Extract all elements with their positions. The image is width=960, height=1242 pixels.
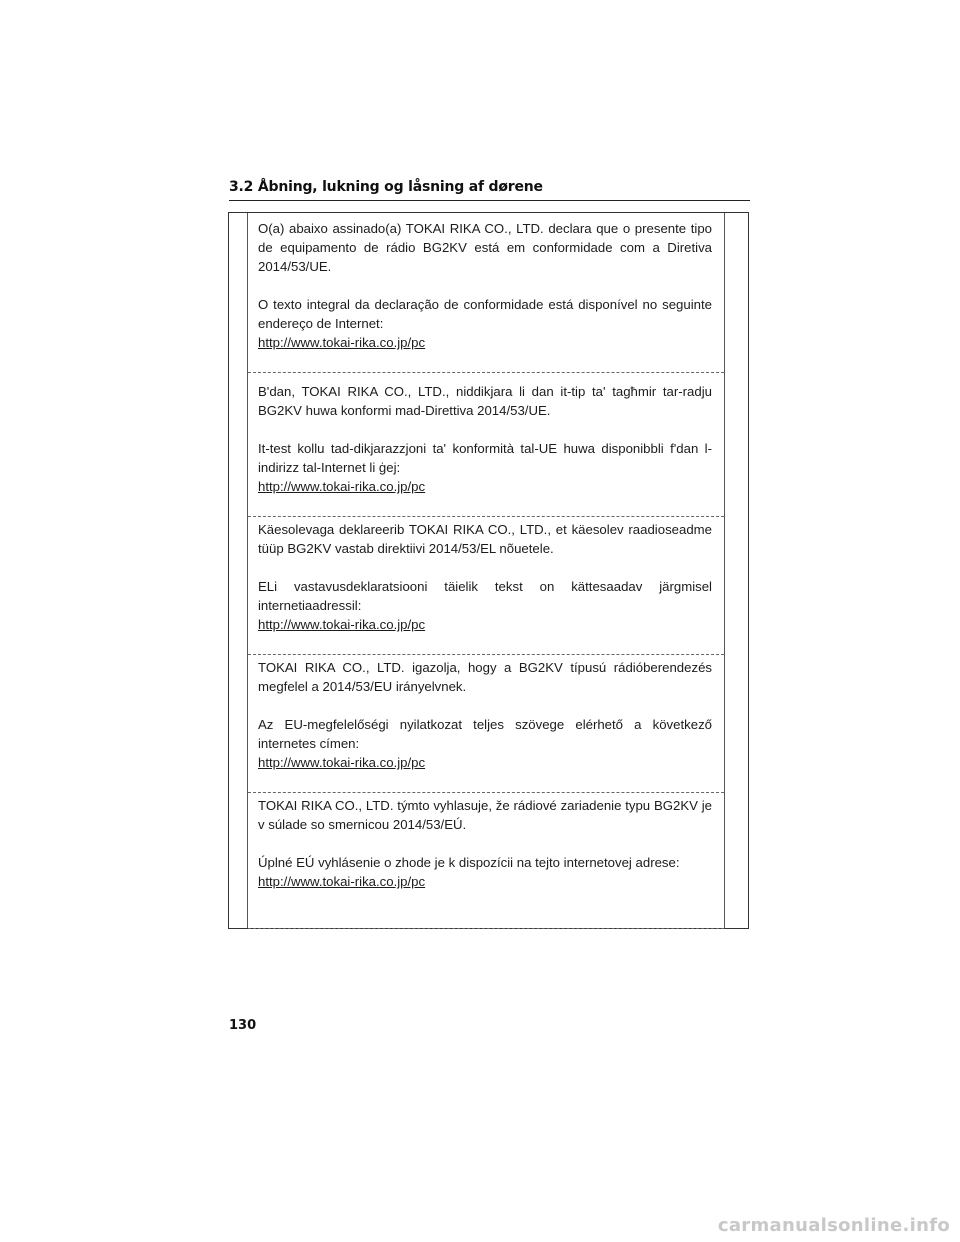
declaration-link[interactable]: http://www.tokai-rika.co.jp/pc (258, 479, 426, 494)
section-header (229, 178, 750, 201)
declaration-box (228, 212, 749, 929)
declaration-link[interactable]: http://www.tokai-rika.co.jp/pc (258, 874, 426, 889)
declaration-block-hungarian (248, 655, 724, 793)
declaration-availability: It-test kollu tad-dikjarazzjoni ta' konformità tal-UE huwa disponibbli f'dan l-indirizz tal-Internet li ġej: (258, 441, 712, 475)
declaration-statement: O(a) abaixo assinado(a) TOKAI RIKA CO., LTD. declara que o presente tipo de equipamento de rádio BG2KV está em conformidade com a Diretiva 2014/53/UE. (258, 221, 712, 274)
declaration-link[interactable]: http://www.tokai-rika.co.jp/pc (258, 617, 426, 632)
declaration-statement: TOKAI RIKA CO., LTD. týmto vyhlasuje, že rádiové zariadenie typu BG2KV je v súlade so smernicou 2014/53/EÚ. (258, 798, 712, 832)
declaration-availability: ELi vastavusdeklaratsiooni täielik tekst on kättesaadav järgmisel internetiaadressil: (258, 579, 712, 613)
declaration-availability: Az EU-megfelelőségi nyilatkozat teljes szövege elérhető a következő internetes címen: (258, 717, 712, 751)
declaration-link[interactable]: http://www.tokai-rika.co.jp/pc (258, 755, 426, 770)
declaration-availability: O texto integral da declaração de conformidade está disponível no seguinte endereço de Internet: (258, 297, 712, 331)
declaration-availability: Úplné EÚ vyhlásenie o zhode je k dispozícii na tejto internetovej adrese: (258, 855, 680, 870)
declaration-column (247, 213, 725, 928)
declaration-statement: B'dan, TOKAI RIKA CO., LTD., niddikjara li dan it-tip ta' tagħmir tar-radju BG2KV huwa konformi mad-Direttiva 2014/53/UE. (258, 384, 712, 418)
declaration-statement: Käesolevaga deklareerib TOKAI RIKA CO., LTD., et käesolev raadioseadme tüüp BG2KV vastab direktiivi 2014/53/EL nõuetele. (258, 522, 712, 556)
declaration-block-portuguese (248, 217, 724, 373)
section-title: 3.2 Åbning, lukning og låsning af dørene (229, 179, 543, 195)
declaration-link[interactable]: http://www.tokai-rika.co.jp/pc (258, 335, 426, 350)
declaration-block-maltese (248, 379, 724, 517)
watermark: carmanualsonline.info (717, 1215, 950, 1236)
declaration-statement: TOKAI RIKA CO., LTD. igazolja, hogy a BG2KV típusú rádióberendezés megfelel a 2014/53/EU irányelvnek. (258, 660, 712, 694)
declaration-block-estonian (248, 517, 724, 655)
declaration-block-slovak (248, 793, 724, 929)
page-number: 130 (229, 1018, 257, 1033)
